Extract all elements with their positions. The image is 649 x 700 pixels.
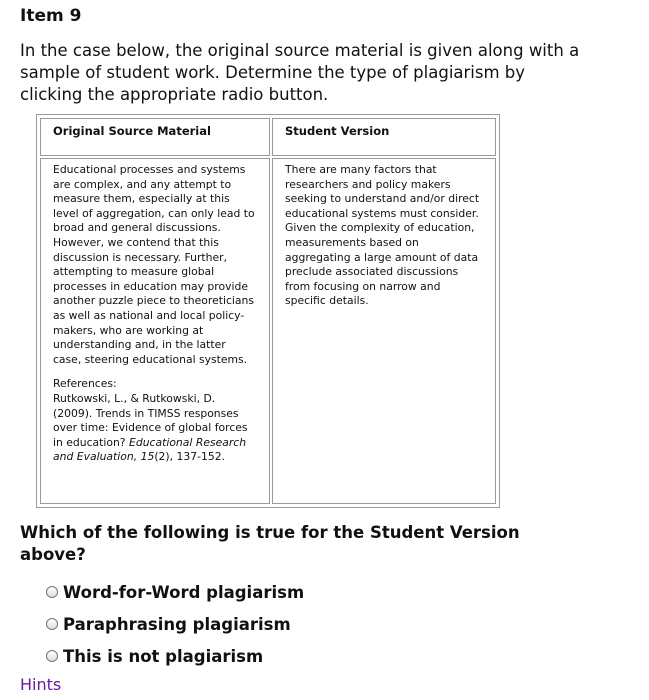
option-label[interactable]: Word-for-Word plagiarism (63, 582, 305, 602)
header-student-version: Student Version (272, 118, 496, 156)
case-table (36, 114, 500, 508)
radio-button[interactable] (46, 586, 58, 598)
option-not-plagiarism[interactable] (46, 640, 304, 672)
option-paraphrasing[interactable] (46, 608, 304, 640)
header-original-source: Original Source Material (40, 118, 270, 156)
references (53, 377, 257, 465)
item-title: Item 9 (20, 6, 82, 26)
student-version-text: There are many factors that researchers and policy makers seeking to understand and/or direct educational systems must consider. Given the complexity of education, measurements based on aggregating a large amount of data preclude associated discussions from focusing on narrow and specific details. (285, 163, 480, 308)
original-source-text: Educational processes and systems are complex, and any attempt to measure them, especially at this level of aggregation, can only lead to broad and general discussions. However, we contend that this discussion is necessary. Further, attempting to measure global processes in education may provide another puzzle piece to theoreticians as well as national and local policy-makers, who are working at understanding and, in the latter case, steering educational systems. (53, 163, 255, 366)
references-label: References: (53, 377, 117, 391)
reference-pages: (2), 137-152. (154, 450, 226, 464)
radio-button[interactable] (46, 650, 58, 662)
student-version-cell (272, 158, 496, 504)
reference-journal: Educational Research and Evaluation, 15 (53, 435, 247, 464)
instructions-text: In the case below, the original source material is given along with a sample of student work. Determine the type of plagiarism by clicking the appropriate radio button. (20, 41, 580, 104)
option-word-for-word[interactable] (46, 576, 304, 608)
hints-link[interactable]: Hints (20, 675, 62, 694)
reference-authors: Rutkowski, L., & Rutkowski, D. (2009). Trends in TIMSS responses over time: Evidence of global forces in education? (53, 391, 248, 449)
option-label[interactable]: Paraphrasing plagiarism (63, 614, 291, 634)
answer-options (46, 576, 304, 672)
option-label[interactable]: This is not plagiarism (63, 646, 264, 666)
question-text: Which of the following is true for the Student Version above? (20, 523, 520, 564)
radio-button[interactable] (46, 618, 58, 630)
original-source-cell (40, 158, 270, 504)
